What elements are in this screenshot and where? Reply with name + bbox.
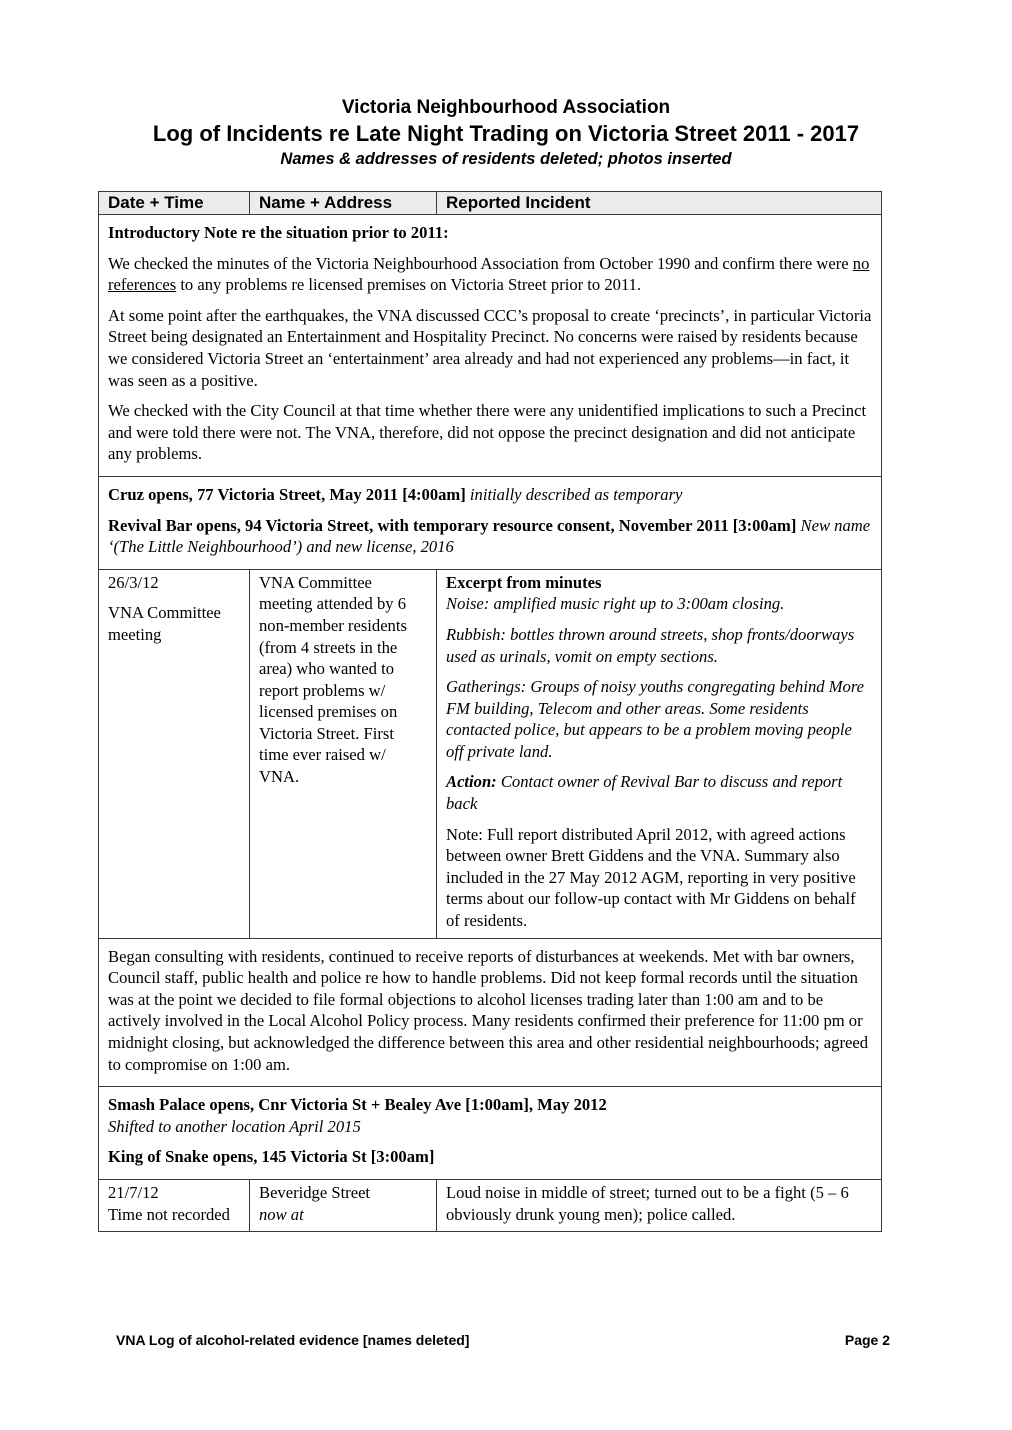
king-of-snake-opening: King of Snake opens, 145 Victoria St [3:00am] (108, 1147, 435, 1167)
document-subtitle: Names & addresses of residents deleted; photos inserted (280, 150, 732, 168)
intro-p1-text-b: to any problems re licensed premises on Victoria Street prior to 2011. (176, 275, 642, 295)
table-row (99, 569, 882, 938)
intro-p1-underlined: no references (108, 253, 870, 295)
openings-cell-2011 (99, 476, 882, 569)
row2-now-at: now at (259, 1204, 304, 1224)
cruz-opening-title: Cruz opens, 77 Victoria Street, May 2011 [4:00am] (108, 484, 466, 504)
page-header (0, 96, 1012, 170)
organization-name: Victoria Neighbourhood Association (341, 97, 671, 118)
intro-paragraph-2: At some point after the earthquakes, the VNA discussed CCC’s proposal to create ‘precincts’, in particular Victoria Street being designated an Entertainment and Hospitality Precinct. No concerns were raised by residents because we considered Victoria Street an ‘entertainment’ area already and had not experienced any problems—in fact, it was seen as a positive. (108, 305, 872, 390)
openings-cell-2012 (99, 1087, 882, 1180)
row1-rubbish: Rubbish: bottles thrown around streets, shop fronts/doorways used as urinals, vomit on empty sections. (446, 624, 855, 666)
intro-paragraph-3: We checked with the City Council at that time whether there were any unidentified implications to such a Precinct and were told there were not. The VNA, therefore, did not oppose the precinct designation and did not anticipate any problems. (108, 401, 867, 464)
row1-noise: Noise: amplified music right up to 3:00am closing. (446, 594, 785, 614)
intro-note-heading: Introductory Note re the situation prior to 2011: (108, 223, 449, 242)
row2-street: Beveridge Street (259, 1182, 371, 1202)
footer-document-label: VNA Log of alcohol-related evidence [names deleted] (116, 1332, 470, 1348)
revival-opening-title: Revival Bar opens, 94 Victoria Street, with temporary resource consent, November 2011 [3:00am] (108, 515, 797, 535)
cruz-opening (108, 484, 872, 506)
smash-palace-note: Shifted to another location April 2015 (108, 1116, 361, 1136)
row2-date-cell (99, 1179, 250, 1231)
row2-name-address-cell (250, 1179, 437, 1231)
row1-name-address: VNA Committee meeting attended by 6 non-member residents (from 4 streets in the area) who wanted to report problems w/ licensed premises on Victoria Street. First time ever raised w/ VNA. (259, 572, 407, 787)
openings-row-2011 (99, 476, 882, 569)
row2-incident: Loud noise in middle of street; turned out to be a fight (5 – 6 obviously drunk young men); police called. (446, 1182, 849, 1224)
intro-note-cell (99, 215, 882, 477)
consulting-row (99, 938, 882, 1087)
openings-row-2012 (99, 1087, 882, 1180)
column-header-reported-incident: Reported Incident (437, 192, 882, 215)
row1-action-label: Action: (446, 772, 497, 792)
row1-excerpt-heading: Excerpt from minutes (446, 572, 602, 592)
table-row (99, 1179, 882, 1231)
row1-date-cell (99, 569, 250, 938)
intro-paragraph-1 (108, 253, 872, 296)
cruz-opening-note: initially described as temporary (465, 484, 683, 504)
incident-log-table (98, 191, 882, 1232)
row1-date: 26/3/12 (108, 572, 159, 592)
intro-p1-text-a: We checked the minutes of the Victoria Neighbourhood Association from October 1990 and confirm there were (108, 253, 853, 273)
row2-time: Time not recorded (108, 1204, 230, 1224)
revival-opening-note: New name ‘(The Little Neighbourhood’) and new license, 2016 (108, 515, 871, 557)
row1-action (446, 771, 872, 814)
row2-date: 21/7/12 (108, 1182, 159, 1202)
column-header-name-address: Name + Address (250, 192, 437, 215)
consulting-text: Began consulting with residents, continued to receive reports of disturbances at weekends. Met with bar owners, Council staff, public health and police re how to handle problems. Did not keep formal records until the situation was at the point we decided to file formal objections to alcohol licenses trading later than 1:00 am and to be actively involved in the Local Alcohol Policy process. Many residents confirmed their preference for 11:00 pm or midnight closing, but acknowledged the difference between this area and other residential neighbourhoods; agreed to compromise on 1:00 am. (108, 946, 868, 1074)
row1-incident-cell (437, 569, 882, 938)
row1-gatherings: Gatherings: Groups of noisy youths congregating behind More FM building, Telecom and other areas. Some residents contacted police, but appears to be a problem moving people off private land. (446, 677, 865, 761)
revival-opening (108, 515, 872, 558)
footer-page-number: Page 2 (844, 1332, 890, 1348)
row1-name-address-cell (250, 569, 437, 938)
consulting-cell (99, 938, 882, 1087)
document-title: Log of Incidents re Late Night Trading on Victoria Street 2011 - 2017 (152, 121, 860, 146)
table-header-row (99, 192, 882, 215)
smash-palace-opening: Smash Palace opens, Cnr Victoria St + Bealey Ave [1:00am], May 2012 (108, 1095, 607, 1115)
row2-incident-cell (437, 1179, 882, 1231)
column-header-date-time: Date + Time (99, 192, 250, 215)
row1-event: VNA Committee meeting (108, 603, 221, 644)
row1-note: Note: Full report distributed April 2012, with agreed actions between owner Brett Giddens and the VNA. Summary also included in the 27 May 2012 AGM, reporting in very positive terms about our follow-up contact with Mr Giddens on behalf of residents. (446, 824, 856, 931)
intro-note-row (99, 215, 882, 477)
row1-action-text: Contact owner of Revival Bar to discuss and report back (446, 772, 843, 814)
